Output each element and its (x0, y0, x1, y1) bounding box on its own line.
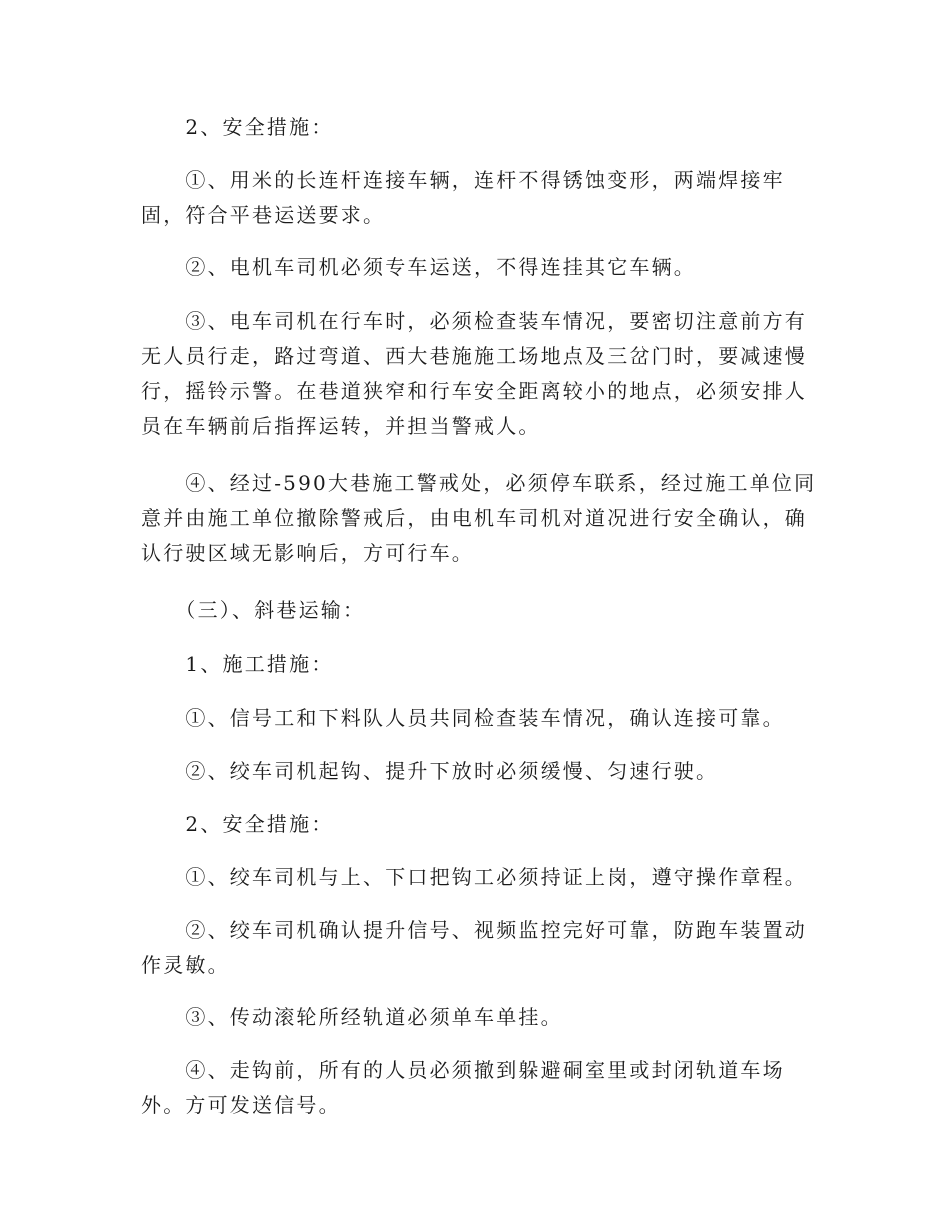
text-line: 作灵敏。 (141, 953, 230, 977)
heading-incline-transport (141, 593, 811, 628)
text-line: 固，符合平巷运送要求。 (141, 203, 386, 227)
text-line: ①、信号工和下料队人员共同检查装车情况，确认连接可靠。 (141, 706, 785, 730)
heading-safety-measures-2 (141, 807, 811, 842)
text-line: 无人员行走，路过弯道、西大巷施施工场地点及三岔门时，要减速慢 (141, 344, 807, 368)
paragraph-safety-2 (141, 913, 811, 983)
paragraph-safety-4 (141, 1053, 811, 1123)
text-line: 1、施工措施： (141, 652, 334, 676)
paragraph-construction-1 (141, 701, 811, 736)
paragraph-item-2 (141, 250, 811, 285)
heading-safety-measures (141, 110, 811, 145)
paragraph-item-3 (141, 304, 811, 444)
paragraph-item-4 (141, 466, 817, 571)
text-line: 2、安全措施： (141, 812, 334, 836)
text-line: ④、走钩前，所有的人员必须撤到躲避硐室里或封闭轨道车场 (141, 1058, 785, 1082)
text-line: ①、绞车司机与上、下口把钩工必须持证上岗，遵守操作章程。 (141, 865, 807, 889)
text-line: ①、用米的长连杆连接车辆，连杆不得锈蚀变形，两端焊接牢 (141, 168, 785, 192)
text-line: 外。方可发送信号。 (141, 1093, 341, 1117)
text-line: （三）、斜巷运输： (141, 598, 366, 622)
text-line: ④、经过-590大巷施工警戒处，必须停车联系，经过施工单位同 (141, 471, 817, 495)
text-line: 员在车辆前后指挥运转，并担当警戒人。 (141, 414, 541, 438)
paragraph-safety-1 (141, 860, 811, 895)
text-line: ②、绞车司机起钩、提升下放时必须缓慢、匀速行驶。 (141, 759, 719, 783)
text-line: 意并由施工单位撤除警戒后，由电机车司机对道况进行安全确认，确 (141, 506, 807, 530)
text-line: ③、电车司机在行车时，必须检查装车情况，要密切注意前方有 (141, 309, 807, 333)
text-line: 2、安全措施： (141, 115, 334, 139)
heading-construction-measures (141, 647, 811, 682)
text-line: ②、电机车司机必须专车运送，不得连挂其它车辆。 (141, 255, 696, 279)
text-line: 认行驶区域无影响后，方可行车。 (141, 541, 474, 565)
text-line: ②、绞车司机确认提升信号、视频监控完好可靠，防跑车装置动 (141, 918, 807, 942)
paragraph-item-1 (141, 163, 811, 233)
paragraph-construction-2 (141, 754, 811, 789)
text-line: 行，摇铃示警。在巷道狭窄和行车安全距离较小的地点，必须安排人 (141, 379, 807, 403)
paragraph-safety-3 (141, 1000, 811, 1035)
text-line: ③、传动滚轮所经轨道必须单车单挂。 (141, 1005, 563, 1029)
